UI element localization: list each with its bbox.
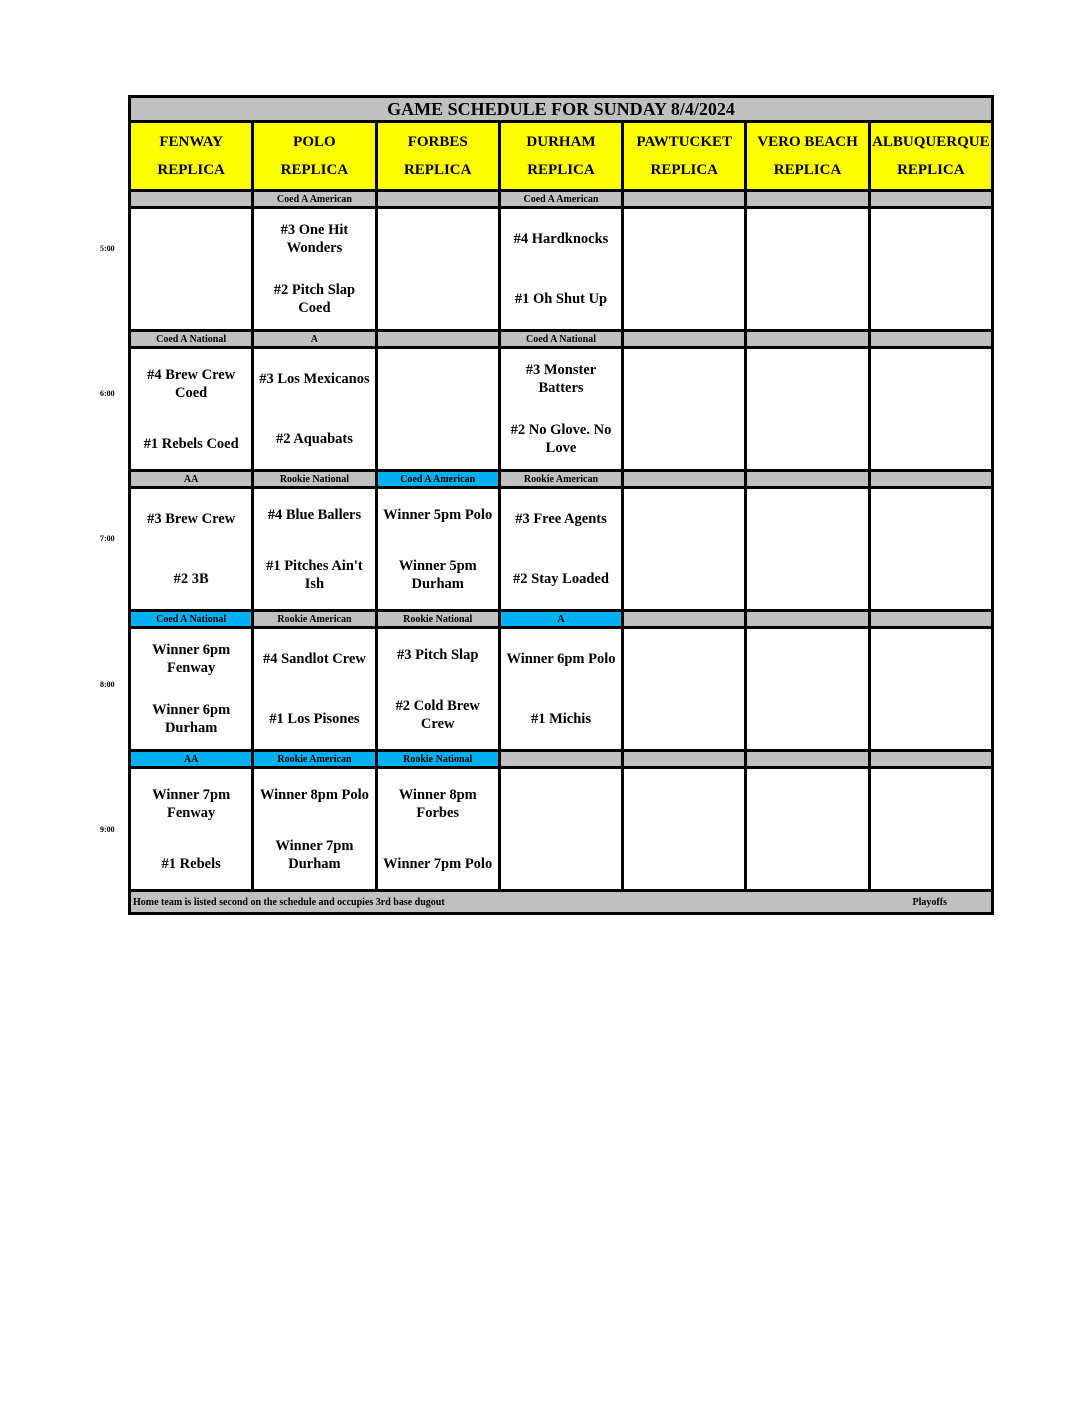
away-team: Winner 6pm Polo <box>506 651 616 667</box>
game-cell <box>623 628 746 751</box>
division-label: Rookie American <box>499 471 622 488</box>
venue-pawtucket: PAWTUCKET REPLICA <box>623 122 746 191</box>
division-label <box>746 471 869 488</box>
division-label <box>623 471 746 488</box>
home-team: Winner 7pm Polo <box>383 855 493 872</box>
division-row <box>130 751 993 768</box>
game-cell <box>869 208 992 331</box>
home-team: #1 Oh Shut Up <box>514 291 608 307</box>
schedule-footer <box>130 891 993 914</box>
game-cell <box>746 628 869 751</box>
division-label <box>746 191 869 208</box>
division-label: Coed A American <box>253 191 376 208</box>
game-row <box>130 768 993 891</box>
home-team: #1 Michis <box>530 711 591 727</box>
game-cell <box>376 628 499 751</box>
game-cell <box>869 768 992 891</box>
game-cell <box>499 628 622 751</box>
division-row <box>130 471 993 488</box>
division-label: A <box>499 611 622 628</box>
home-team: Winner 7pm Durham <box>275 837 354 872</box>
game-cell <box>253 348 376 471</box>
game-row <box>130 208 993 331</box>
game-cell <box>869 348 992 471</box>
away-team: #4 Hardknocks <box>513 231 609 247</box>
game-cell <box>746 768 869 891</box>
schedule-table <box>128 95 994 915</box>
away-team: #3 Pitch Slap <box>397 646 479 663</box>
venue-forbes: FORBES REPLICA <box>376 122 499 191</box>
division-label <box>746 331 869 348</box>
division-label: Rookie American <box>253 751 376 768</box>
division-label <box>869 471 992 488</box>
division-label <box>746 751 869 768</box>
home-team: #1 Rebels Coed <box>143 435 239 452</box>
division-label <box>623 751 746 768</box>
game-cell <box>499 348 622 471</box>
game-cell <box>499 768 622 891</box>
away-team: #4 Brew Crew Coed <box>147 366 236 401</box>
game-cell <box>130 488 253 611</box>
division-label: Coed A National <box>130 331 253 348</box>
division-label: Coed A National <box>130 611 253 628</box>
home-team: #2 No Glove. No Love <box>510 422 612 456</box>
home-team: #1 Pitches Ain't Ish <box>266 557 363 592</box>
home-team: #2 Cold Brew Crew <box>395 697 480 732</box>
footer-playoffs-label: Playoffs <box>912 896 947 908</box>
time-label: 7:00 <box>100 534 115 543</box>
game-cell <box>253 488 376 611</box>
division-label: Rookie National <box>376 751 499 768</box>
game-row <box>130 628 993 751</box>
game-cell <box>253 768 376 891</box>
time-label: 5:00 <box>100 244 115 253</box>
game-cell <box>253 208 376 331</box>
home-team: #2 Pitch Slap Coed <box>273 282 356 316</box>
game-cell <box>623 768 746 891</box>
home-team: #2 Stay Loaded <box>513 571 609 587</box>
game-cell <box>130 208 253 331</box>
away-team: Winner 6pm Fenway <box>152 642 231 676</box>
home-team: #1 Los Pisones <box>269 711 360 727</box>
home-team: #2 3B <box>173 571 209 587</box>
division-label: A <box>253 331 376 348</box>
division-label: Rookie National <box>253 471 376 488</box>
venue-durham: DURHAM REPLICA <box>499 122 622 191</box>
division-label <box>499 751 622 768</box>
game-cell <box>130 628 253 751</box>
away-team: #3 Free Agents <box>515 511 607 527</box>
division-label: Coed A American <box>499 191 622 208</box>
division-label: AA <box>130 751 253 768</box>
footer-note: Home team is listed second on the schedule and occupies 3rd base dugout <box>133 896 445 908</box>
game-cell <box>376 488 499 611</box>
game-cell <box>376 208 499 331</box>
away-team: #3 Monster Batters <box>525 362 597 396</box>
home-team: #1 Rebels <box>161 855 221 872</box>
division-label <box>130 191 253 208</box>
division-label <box>623 611 746 628</box>
game-cell <box>623 488 746 611</box>
division-row <box>130 191 993 208</box>
division-label <box>869 191 992 208</box>
venue-header-row <box>130 122 993 191</box>
game-cell <box>623 348 746 471</box>
game-cell <box>623 208 746 331</box>
away-team: #4 Blue Ballers <box>267 506 362 523</box>
division-label <box>376 331 499 348</box>
time-label: 8:00 <box>100 680 115 689</box>
away-team: Winner 8pm Polo <box>259 786 369 803</box>
game-cell <box>746 208 869 331</box>
game-cell <box>376 768 499 891</box>
venue-polo: POLO REPLICA <box>253 122 376 191</box>
game-cell <box>869 628 992 751</box>
away-team: Winner 5pm Polo <box>383 506 493 523</box>
home-team: Winner 6pm Durham <box>152 702 231 736</box>
division-label <box>623 191 746 208</box>
game-cell <box>253 628 376 751</box>
division-label <box>869 611 992 628</box>
home-team: Winner 5pm Durham <box>398 557 477 592</box>
game-cell <box>499 208 622 331</box>
game-cell <box>746 348 869 471</box>
home-team: #2 Aquabats <box>275 431 353 447</box>
game-cell <box>746 488 869 611</box>
division-label <box>869 751 992 768</box>
away-team: #3 Los Mexicanos <box>259 371 370 387</box>
venue-vero-beach: VERO BEACH REPLICA <box>746 122 869 191</box>
time-label: 6:00 <box>100 389 115 398</box>
division-label <box>623 331 746 348</box>
division-row <box>130 331 993 348</box>
division-label <box>746 611 869 628</box>
game-cell <box>869 488 992 611</box>
division-label: Coed A American <box>376 471 499 488</box>
division-label <box>376 191 499 208</box>
game-cell <box>130 348 253 471</box>
away-team: Winner 7pm Fenway <box>152 786 231 821</box>
venue-fenway: FENWAY REPLICA <box>130 122 253 191</box>
division-row <box>130 611 993 628</box>
away-team: Winner 8pm Forbes <box>398 786 477 821</box>
game-row <box>130 488 993 611</box>
game-row <box>130 348 993 471</box>
division-label: Rookie American <box>253 611 376 628</box>
division-label: AA <box>130 471 253 488</box>
away-team: #3 Brew Crew <box>147 511 236 527</box>
venue-albuquerque: ALBUQUERQUE REPLICA <box>869 122 992 191</box>
game-cell <box>376 348 499 471</box>
away-team: #4 Sandlot Crew <box>262 651 366 667</box>
game-cell <box>130 768 253 891</box>
division-label <box>869 331 992 348</box>
division-label: Rookie National <box>376 611 499 628</box>
time-label: 9:00 <box>100 825 115 834</box>
away-team: #3 One Hit Wonders <box>280 222 349 256</box>
division-label: Coed A National <box>499 331 622 348</box>
game-cell <box>499 488 622 611</box>
schedule-title: GAME SCHEDULE FOR SUNDAY 8/4/2024 <box>130 97 993 122</box>
